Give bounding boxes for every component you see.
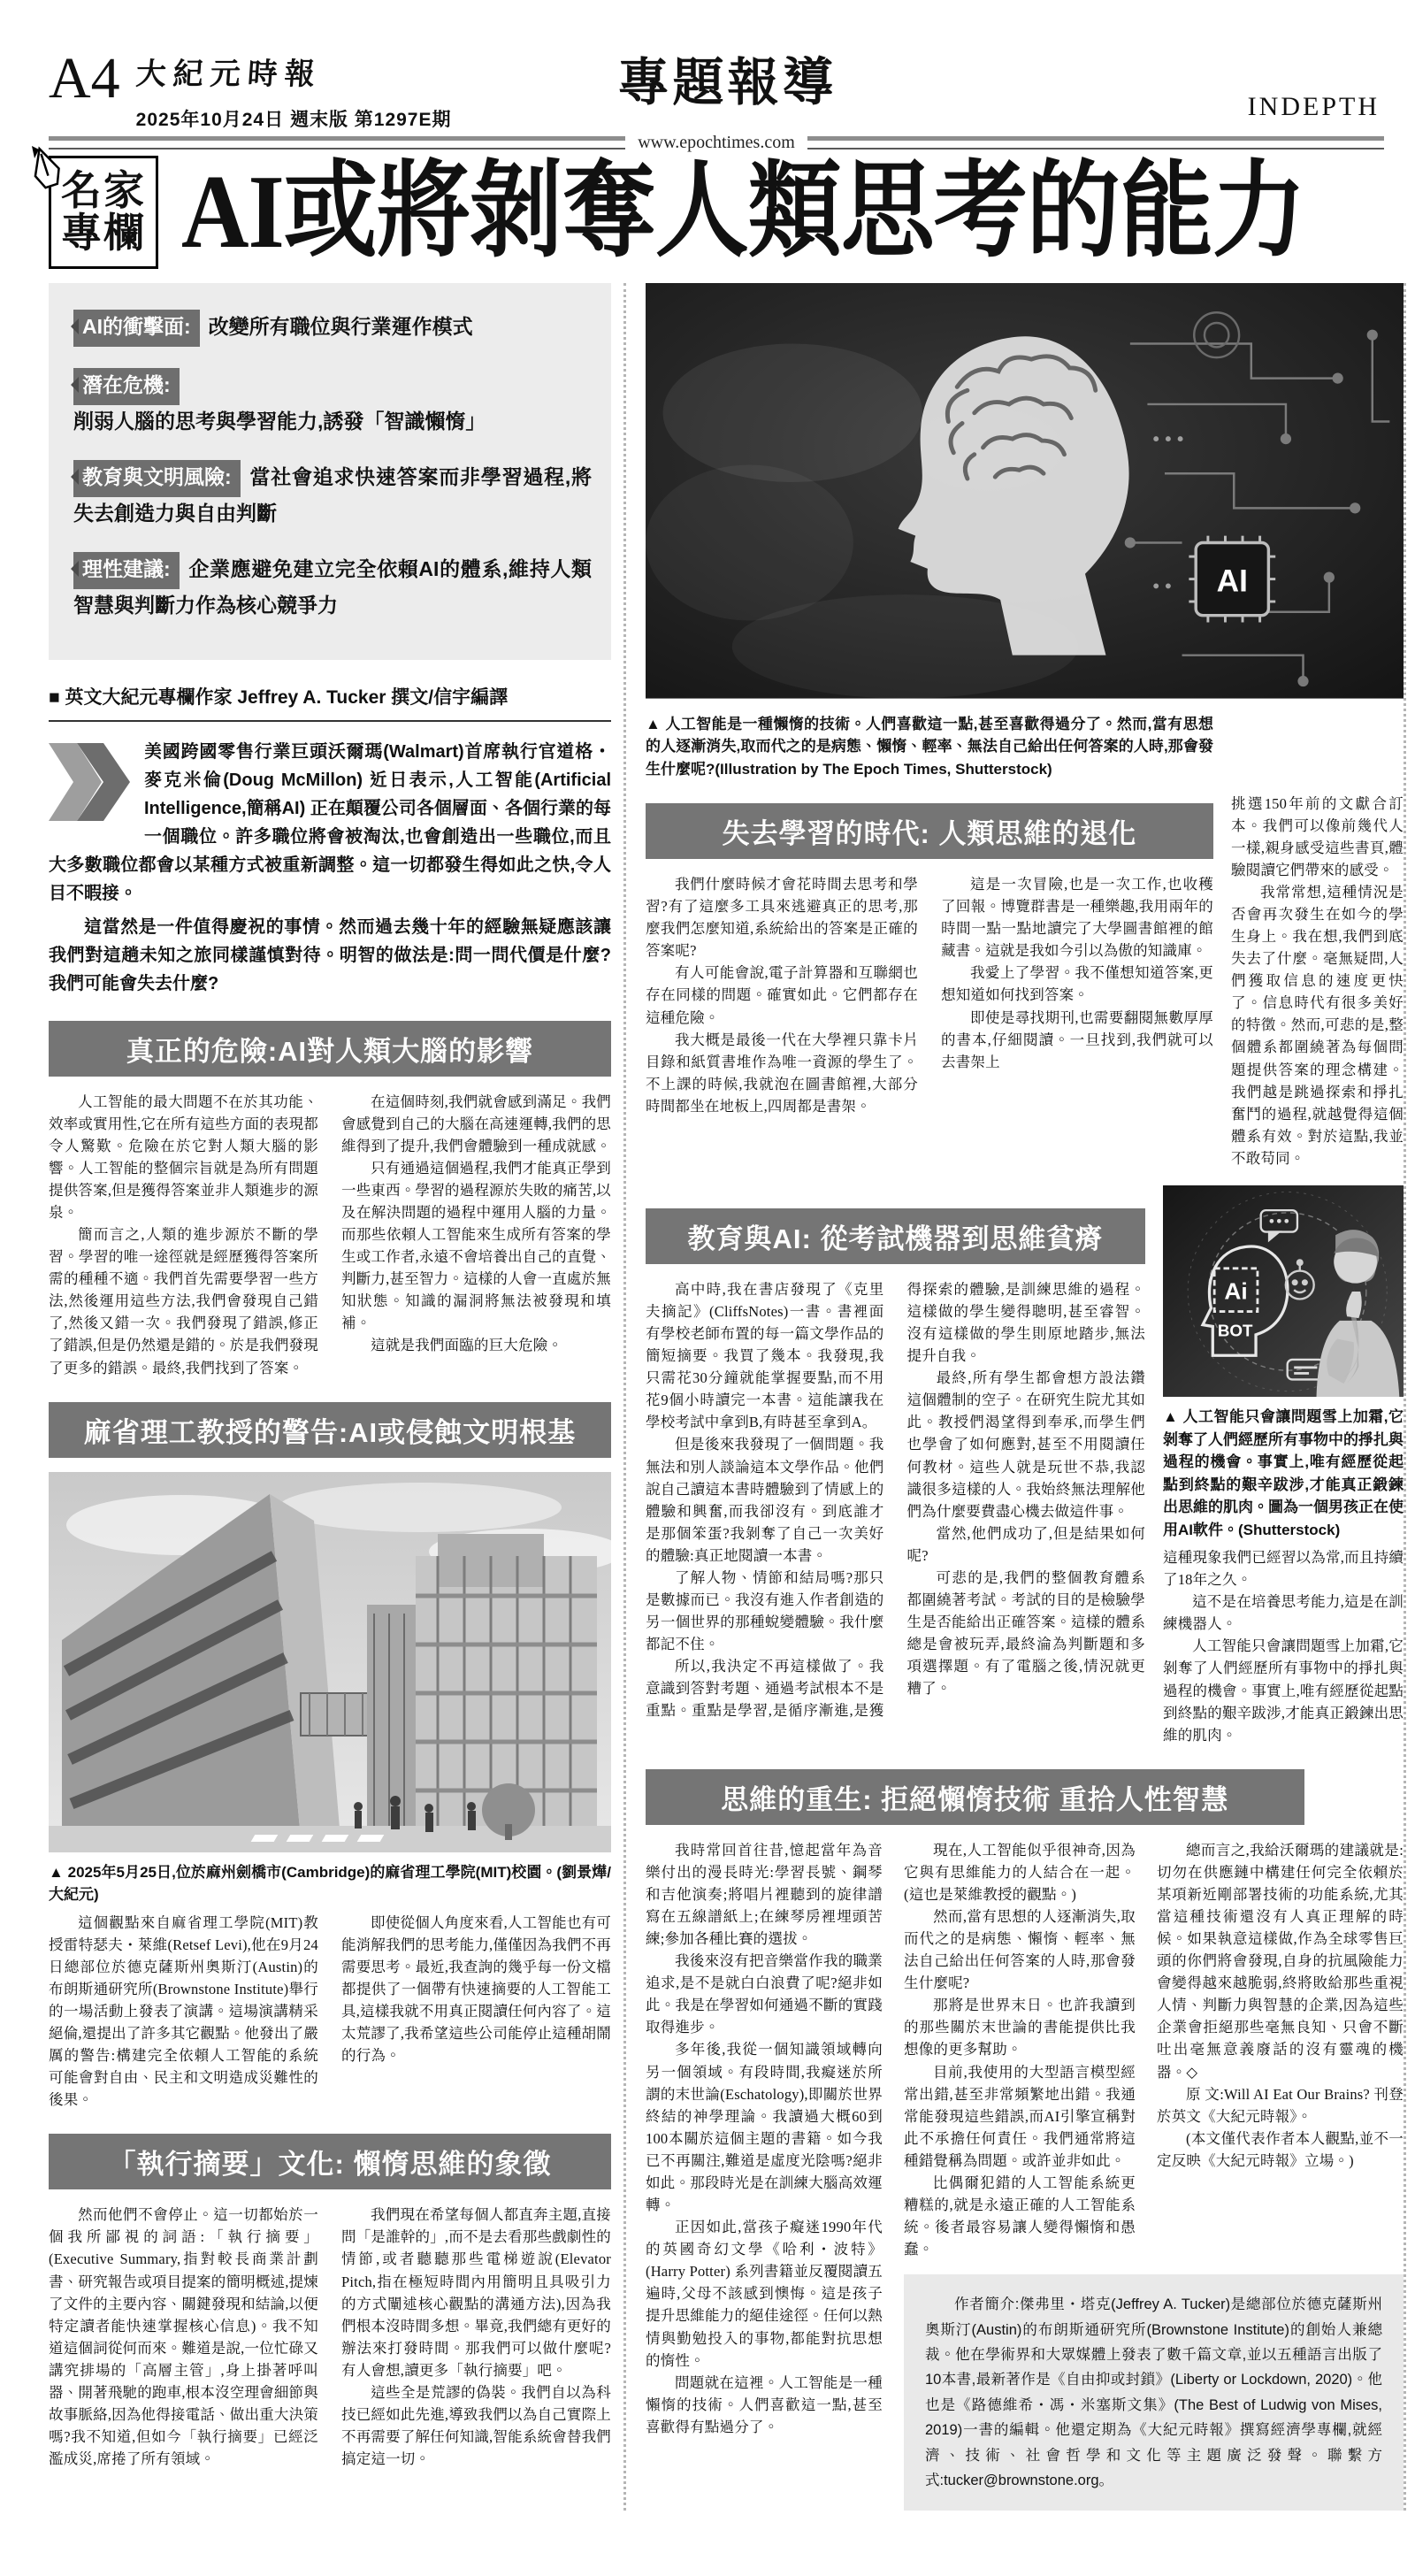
ai-chip-label: AI (1216, 564, 1248, 599)
paragraph: 這是一次冒險,也是一次工作,也收穫了回報。博覽群書是一種樂趣,我用兩年的時間一點一點地讀完了大學圖書館裡的館藏書。這就是我如今引以為傲的知識庫。 (941, 876, 1213, 960)
paragraph: 只有通過這個過程,我們才能真正學到一些東西。學習的過程源於失敗的痛苦,以及在解決問題的過程中運用人腦的力量。而那些依賴人工智能來生成所有答案的學生或工作者,永遠不會培養出自己的直覺、判斷力,甚至智力。這樣的人會一直處於無知狀態。知識的漏洞將無法被發現和填補。 (341, 1159, 611, 1332)
rule-right (807, 136, 1384, 150)
paragraph: 比偶爾犯錯的人工智能系統更糟糕的,就是永遠正確的人工智能系統。後者最容易讓人變得懶惰和愚蠢。 (904, 2174, 1136, 2258)
boy-using-ai-photo (1163, 1185, 1404, 1397)
section-header-education: 教育與AI: 從考試機器到思維貧瘠 (646, 1208, 1145, 1264)
mit-photo-caption: ▲ 2025年5月25日,位於麻州劍橋市(Cambridge)的麻省理工學院(MIT)校園。(劉景燁/大紀元) (49, 1863, 611, 1904)
rule-left (49, 136, 625, 150)
paragraph: 然而,當有思想的人逐漸消失,取而代之的是病態、懶惰、輕率、無法自己給出任何答案的人時,那會發生什麼呢? (904, 1908, 1136, 1992)
boy-image-bot-label: BOT (1217, 1321, 1253, 1340)
paragraph: 我大概是最後一代在大學裡只靠卡片目錄和紙質書堆作為唯一資源的學生了。不上課的時候,我就泡在圖書館裡,大部分時間都坐在地板上,四周都是書架。 (646, 1031, 918, 1115)
intro-block (49, 738, 611, 998)
section-header-rebirth: 思維的重生: 拒絕懶惰技術 重拾人性智慧 (646, 1769, 1304, 1825)
paragraph: 了解人物、情節和結局嗎?那只是數據而已。我沒有進入作者創造的另一個世界的那種蛻變體驗。我什麼都記不住。 (646, 1568, 884, 1653)
intro-text: 美國跨國零售行業巨頭沃爾瑪(Walmart)首席執行官道格・麥克米倫(Doug McMillon) 近日表示,人工智能(Artificial Intelligence,簡稱AI) 正在顛覆公司各個層面、各個行業的每一個職位。許多職位將會被淘汰,也會創造出一些職位,而且大多數職位都會以某種方式被重新調整。這一切都發生得如此之快,令人目不暇接。 (49, 741, 611, 903)
rebirth-col3 (1157, 1839, 1404, 2260)
paragraph: 這些全是荒謬的偽裝。我們自以為科技已經如此先進,導致我們以為自己實際上不再需要了解任何知識,智能系統會替我們搞定這一切。 (341, 2383, 611, 2468)
paragraph: 即使是尋找期刊,也需要翻閱無數厚厚的書本,仔細閱讀。一旦找到,我們就可以去書架上 (941, 1008, 1213, 1070)
boy-image-ai-label: Ai (1224, 1277, 1248, 1305)
columnist-badge (49, 156, 158, 269)
paragraph: 多年後,我從一個知識領域轉向另一個領域。有段時間,我癡迷於所謂的末世論(Eschatology),即關於世界終結的神學理論。我讀過大概60到100本關於這個主題的書籍。如今我已不再關注,難道是虛度光陰嗎?絕非如此。那段時光是在訓練大腦高效運轉。 (646, 2041, 883, 2214)
summary-item (73, 460, 592, 531)
main-illustration-caption: ▲ 人工智能是一種懶惰的技術。人們喜歡這一點,甚至喜歡得過分了。然而,當有思想的人逐漸消失,取而代之的是病態、懶惰、輕率、無法自己給出任何答案的人時,那會發生什麼呢?(Illustration by The Epoch Times, Shutterstock) (646, 715, 1213, 778)
summary-label: 教育與文明風險: (73, 460, 241, 497)
summary-label: 潛在危機: (73, 368, 180, 405)
paragraph: 這就是我們面臨的巨大危險。 (371, 1337, 563, 1354)
right-zone (623, 283, 1404, 2511)
paragraph: 我後來沒有把音樂當作我的職業追求,是不是就白白浪費了呢?絕非如此。我是在學習如何通過不斷的實踐取得進步。 (646, 1952, 883, 2036)
date-line: 2025年10月24日 週末版 第1297E期 (135, 110, 452, 130)
paragraph: 最終,所有學生都會想方設法鑽這個體制的空子。在研究生院尤其如此。教授們渴望得到奉承,而學生們也學會了如何應對,甚至不用閱讀任何教材。這些人就是玩世不恭,我認識很多這樣的人。我始終無法理解他們為什麼要費盡心機去做這件事。 (906, 1369, 1145, 1520)
badge-line2: 專欄 (61, 211, 146, 256)
paragraph: 人工智能只會讓問題雪上加霜,它剝奪了人們經歷所有事物中的掙扎與過程的機會。事實上,唯有經歷從起點到終點的艱辛跋涉,才能真正鍛鍊出思維的肌肉。 (1163, 1637, 1404, 1744)
pen-nib-icon (28, 146, 64, 200)
section-header-losing: 失去學習的時代: 人類思維的退化 (646, 803, 1213, 859)
education-body (646, 1278, 1145, 1722)
boy-column-body (1163, 1546, 1404, 1746)
danger-body (49, 1091, 611, 1379)
paragraph: 當然,他們成功了,但是結果如何呢? (906, 1524, 1145, 1564)
summary-label: AI的衝擊面: (73, 310, 200, 347)
header-rule (49, 133, 1384, 153)
rebirth-col1 (646, 1839, 883, 2511)
summary-item (73, 552, 592, 623)
paragraph: 我時常回首往昔,憶起當年為音樂付出的漫長時光:學習長號、鋼琴和吉他演奏;將唱片裡聽到的旋律譜寫在五線譜紙上;在練琴房裡埋頭苦練;參加各種比賽的選拔。 (646, 1841, 883, 1948)
paragraph: 正因如此,當孩子癡迷1990年代的英國奇幻文學《哈利・波特》(Harry Potter) 系列書籍並反覆閱讀五遍時,父母不該感到懊悔。這是孩子提升思維能力的絕佳途徑。任何以熱情與勤勉投入的事物,都能對抗思想的惰性。 (646, 2219, 883, 2369)
paragraph: 我們現在希望每個人都直奔主題,直接問「是誰幹的」,而不是去看那些戲劇性的情節,或者聽聽那些電梯遊說(Elevator Pitch,指在極短時間內用簡明且具吸引力的方式闡述核心觀點的溝通方法),因為我們根本沒時間多想。畢竟,我們總有更好的辦法來打發時間。那我們可以做什麼呢?有人會想,讀更多「執行摘要」吧。 (341, 2206, 611, 2379)
intro-paragraph: 這當然是一件值得慶祝的事情。然而過去幾十年的經驗無疑應該讓我們對這趟未知之旅同樣謹慎對待。明智的做法是:問一問代價是什麼?我們可能會失去什麼? (49, 916, 611, 993)
education-column (646, 1185, 1145, 1746)
summary-box (49, 283, 611, 660)
main-headline: AI或將剝奪人類思考的能力 (181, 153, 1305, 270)
section-title: 專題報導 (617, 54, 838, 111)
mit-body (49, 1912, 611, 2112)
page-number: A4 (49, 46, 120, 111)
paragraph: 這個觀點來自麻省理工學院(MIT)教授雷特瑟夫・萊維(Retsef Levi),他在9月24日總部位於德克薩斯州奧斯汀(Austin)的布朗斯通研究所(Brownstone Institute)舉行的一場活動上發表了演講。這場演講精采絕倫,還提出了許多其它觀點。他發出了嚴厲的警告:構建完全依賴人工智能的系統可能會對自由、民主和文明造成災難性的後果。 (49, 1913, 318, 2109)
section-header-mit: 麻省理工教授的警告:AI或侵蝕文明根基 (49, 1402, 611, 1458)
paragraph: 簡而言之,人類的進步源於不斷的學習。學習的唯一途徑就是經歷獲得答案所需的種種不適。我們首先需要學習一些方法,然後運用這些方法,我們會發現自己錯了,然後又錯一次。我們發現了錯誤,修正了錯誤,但是仍然還是錯的。於是我們發現了更多的錯誤。最終,我們找到了答案。 (49, 1226, 318, 1376)
paragraph: 我愛上了學習。我不僅想知道答案,更想知道如何找到答案。 (941, 964, 1213, 1004)
exec-body (49, 2204, 611, 2470)
intro-paragraph (49, 738, 611, 908)
paragraph: 這種現象我們已經習以為常,而且持續了18年之久。 (1163, 1549, 1404, 1589)
paragraph: 所以,我決定不再這樣做了。我意識到答對考題、通過考試根本不是重點。重點是學習,是循序漸進,是獲得探索的體驗,是訓練思維的過程。這樣做的學生變得聰明,甚至睿智。沒有這樣做的學生則原地踏步,無法提升自我。 (646, 1280, 1145, 1720)
boy-photo-caption: ▲ 人工智能只會讓問題雪上加霜,它剝奪了人們經歷所有事物中的掙扎與過程的機會。事實上,唯有經歷從起點到終點的艱辛跋涉,才能真正鍛鍊出思維的肌肉。圖為一個男孩正在使用AI軟件。(Shutterstock) (1163, 1408, 1404, 1538)
summary-item (73, 310, 592, 347)
ai-brain-illustration (646, 283, 1404, 699)
rebirth-col2 (904, 1839, 1136, 2260)
boy-image-column (1163, 1185, 1404, 1746)
losing-continuation-column (1231, 704, 1404, 1169)
paragraph: 目前,我使用的大型語言模型經常出錯,甚至非常頻繁地出錯。我通常能發現這些錯誤,而AI引擎宣稱對此不承擔任何責任。我們通常將這種錯覺稱為問題。或許並非如此。 (904, 2063, 1136, 2169)
summary-text: 削弱人腦的思考與學習能力,誘發「智識懶惰」 (73, 409, 486, 433)
section-header-danger: 真正的危險:AI對人類大腦的影響 (49, 1021, 611, 1077)
summary-text: 當社會追求快速答案而非學習過程,將失去創造力與自由判斷 (73, 464, 592, 525)
paragraph: 我常常想,這種情況是否會再次發生在如今的學生身上。我在想,我們到底失去了什麼。毫無疑問,人們獲取信息的速度更快了。信息時代有很多美好的特徵。然而,可悲的是,整個體系都圍繞著為每個問題提供答案的理念構建。我們越是跳過探索和掙扎奮鬥的過程,就越覺得這個體系有效。對於這點,我並不敢苟同。 (1231, 883, 1404, 1167)
paragraph: 這不是在培養思考能力,這是在訓練機器人。 (1163, 1593, 1404, 1633)
paragraph: 有人可能會說,電子計算器和互聯網也存在同樣的問題。確實如此。它們都存在這種危險。 (646, 964, 918, 1026)
section-title-en: INDEPTH (1247, 92, 1380, 121)
left-column (49, 283, 611, 2511)
section-header-exec: 「執行摘要」文化: 懶惰思維的象徵 (49, 2134, 611, 2189)
summary-label: 理性建議: (73, 552, 180, 589)
paragraph: 然而他們不會停止。這一切都始於一個我所鄙視的詞語:「執行摘要」(Executive Summary,指對較長商業計劃書、研究報告或項目提案的簡明概述,提煉了文件的主要內容、關鍵發現和結論,以便特定讀者能快速掌握核心信息)。我不知道這個詞從何而來。難道是說,一位忙碌又講究排場的「高層主管」,身上掛著呼叫器、開著飛馳的跑車,根本沒空理會細節與故事脈絡,因為他得接電話、做出重大決策嗎?我不知道,但如今「執行摘要」已經泛濫成災,席捲了所有領域。 (49, 2206, 318, 2468)
summary-item (73, 368, 592, 439)
summary-text: 企業應避免建立完全依賴AI的體系,維持人類智慧與判斷力作為核心競爭力 (73, 556, 592, 617)
mit-campus-photo (49, 1472, 611, 1852)
website-url: www.epochtimes.com (638, 133, 795, 152)
paragraph: 原 文:Will AI Eat Our Brains? 刊登於英文《大紀元時報》。 (1157, 2085, 1404, 2125)
paragraph: 我們什麼時候才會花時間去思考和學習?有了這麼多工具來逃避真正的思考,那麼我們怎麼知道,系統給出的答案是正確的答案呢? (646, 876, 918, 960)
paragraph: 總而言之,我給沃爾瑪的建議就是:切勿在供應鏈中構建任何完全依賴於某項新近剛部署技術的功能系統,尤其當這種技術還沒有人真正理解的時候。如果執意這樣做,作為全球零售巨頭的你們將會發現,自身的抗風險能力會變得越來越脆弱,終將敗給那些重視人情、判斷力與智慧的企業,因為這些企業會拒絕那些毫無良知、只會不斷吐出毫無意義廢話的沒有靈魂的機器。◇ (1157, 1841, 1404, 2081)
losing-body (646, 873, 1213, 1117)
summary-text: 改變所有職位與行業運作模式 (208, 315, 473, 338)
badge-line1: 名家 (61, 167, 146, 213)
paragraph: 即使從個人角度來看,人工智能也有可能消解我們的思考能力,僅僅因為我們不再需要思考。最近,我查詢的幾乎每一份文檔都提供了一個帶有快速摘要的人工智能工具,這樣我就不用真正閱讀任何內容了。這太荒謬了,我希望這些公司能停止這種胡鬧的行為。 (341, 1913, 611, 2065)
headline-row (49, 153, 1384, 270)
page-header (49, 34, 1406, 152)
author-bio-box: 作者簡介:傑弗里・塔克(Jeffrey A. Tucker)是總部位於德克薩斯州奧斯汀(Austin)的布朗斯通研究所(Brownstone Institute)的創始人兼總裁。他在學術界和大眾媒體上發表了數千篇文章,並以五種語言出版了10本書,最新著作是《自由抑或封鎖》(Liberty or Lockdown, 2020)。他也是《路德維希・馮・米塞斯文集》(The Best of Ludwig von Mises, 2019)一書的編輯。他還定期為《大紀元時報》撰寫經濟學專欄,就經濟、技術、社會哲學和文化等主題廣泛發聲。聯繫方式:tucker@brownstone.org。 (904, 2274, 1404, 2511)
paragraph: 可悲的是,我們的整個教育體系都圍繞著考試。考試的目的是檢驗學生是否能給出正確答案。這樣的體系總是會被玩弄,最終淪為判斷題和多項選擇題。有了電腦之後,情況就更糟了。 (906, 1568, 1145, 1698)
quote-chevron-icon (49, 743, 130, 830)
paragraph: 但是後來我發現了一個問題。我無法和別人談論這本文學作品。他們說自己讀這本書時體驗到了情感上的體驗和興奮,而我卻沒有。到底誰才是那個笨蛋?我剝奪了自己一次美好的體驗:真正地閱讀一本書。 (646, 1436, 884, 1564)
paragraph: 挑選150年前的文獻合訂本。我們可以像前幾代人一樣,親身感受這些書頁,體驗閱讀它們帶來的感受。 (1231, 794, 1404, 878)
paragraph: 高中時,我在書店發現了《克里夫摘記》(CliffsNotes)一書。書裡面有學校老師布置的每一篇文學作品的簡短摘要。我買了幾本。我發現,我只需花30分鐘就能掌握要點,而不用花9個小時讀完一本書。這能讓我在學校考試中拿到B,有時甚至拿到A。 (646, 1280, 884, 1431)
masthead-logo: 大紀元時報 (134, 58, 323, 91)
mid-main-column (646, 704, 1213, 1169)
paragraph: (本文僅代表作者本人觀點,並不一定反映《大紀元時報》立場。) (1157, 2129, 1404, 2169)
paragraph: 現在,人工智能似乎很神奇,因為它與有思維能力的人結合在一起。(這也是萊維教授的觀點。) (904, 1841, 1136, 1903)
paragraph: 在這個時刻,我們就會感到滿足。我們會感覺到自己的大腦在高速運轉,我們的思維得到了提升,我們會體驗到一種成就感。 (341, 1092, 611, 1154)
byline: ■ 英文大紀元專欄作家 Jeffrey A. Tucker 撰文/信宇編譯 (49, 683, 611, 722)
paragraph: 那將是世界末日。也許我讀到的那些關於末世論的書能提供比我想像的更多幫助。 (904, 1997, 1136, 2058)
paragraph: 問題就在這裡。人工智能是一種懶惰的技術。人們喜歡這一點,甚至喜歡得有點過分了。 (646, 2373, 883, 2435)
rebirth-section (646, 1769, 1404, 2511)
paragraph: 人工智能的最大問題不在於其功能、效率或實用性,它在所有這些方面的表現都令人驚歎。危險在於它對人類大腦的影響。人工智能的整個宗旨就是為所有問題提供答案,但是獲得答案並非人類進步的源泉。 (49, 1092, 318, 1221)
